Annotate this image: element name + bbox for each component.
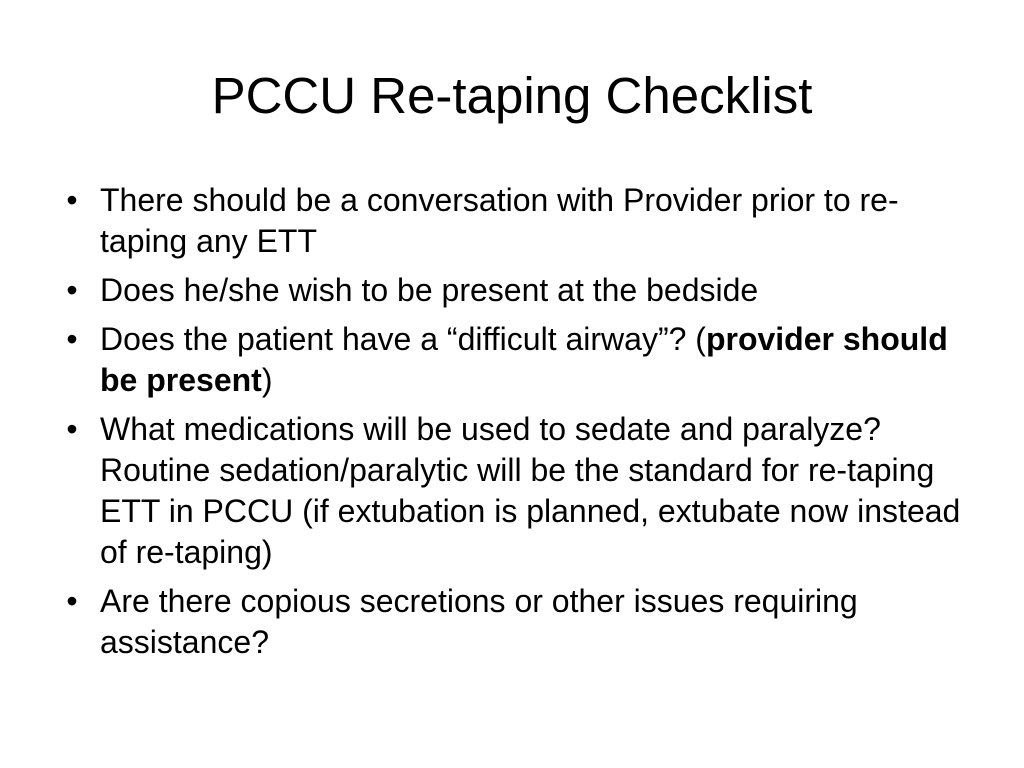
bullet-item bbox=[62, 270, 962, 311]
bullet-text: Are there copious secretions or other issues requiring assistance? bbox=[100, 583, 858, 660]
bullet-dot-icon: • bbox=[66, 272, 78, 308]
bullet-text: What medications will be used to sedate and paralyze? Routine sedation/paralytic will be the standard for re-taping ETT in PCCU (if extubation is planned, extubate now instead of re-taping) bbox=[100, 411, 961, 570]
bullet-text: There should be a conversation with Provider prior to re-taping any ETT bbox=[100, 182, 899, 259]
bullet-item bbox=[62, 319, 962, 401]
bullet-list bbox=[62, 180, 962, 671]
bullet-dot-icon: • bbox=[66, 583, 78, 619]
bullet-dot-icon: • bbox=[66, 182, 78, 218]
slide-title: PCCU Re-taping Checklist bbox=[211, 67, 813, 124]
bullet-item bbox=[62, 180, 962, 262]
bullet-dot-icon: • bbox=[66, 411, 78, 447]
bullet-item bbox=[62, 581, 962, 663]
bullet-text: Does he/she wish to be present at the bedside bbox=[100, 272, 759, 308]
bullet-item bbox=[62, 409, 962, 573]
bullet-text: ) bbox=[261, 362, 273, 398]
bullet-dot-icon: • bbox=[66, 321, 78, 357]
bullet-text: Does the patient have a “difficult airway”? ( bbox=[100, 321, 706, 357]
bullet-text-bold: provider should be present bbox=[100, 321, 948, 398]
